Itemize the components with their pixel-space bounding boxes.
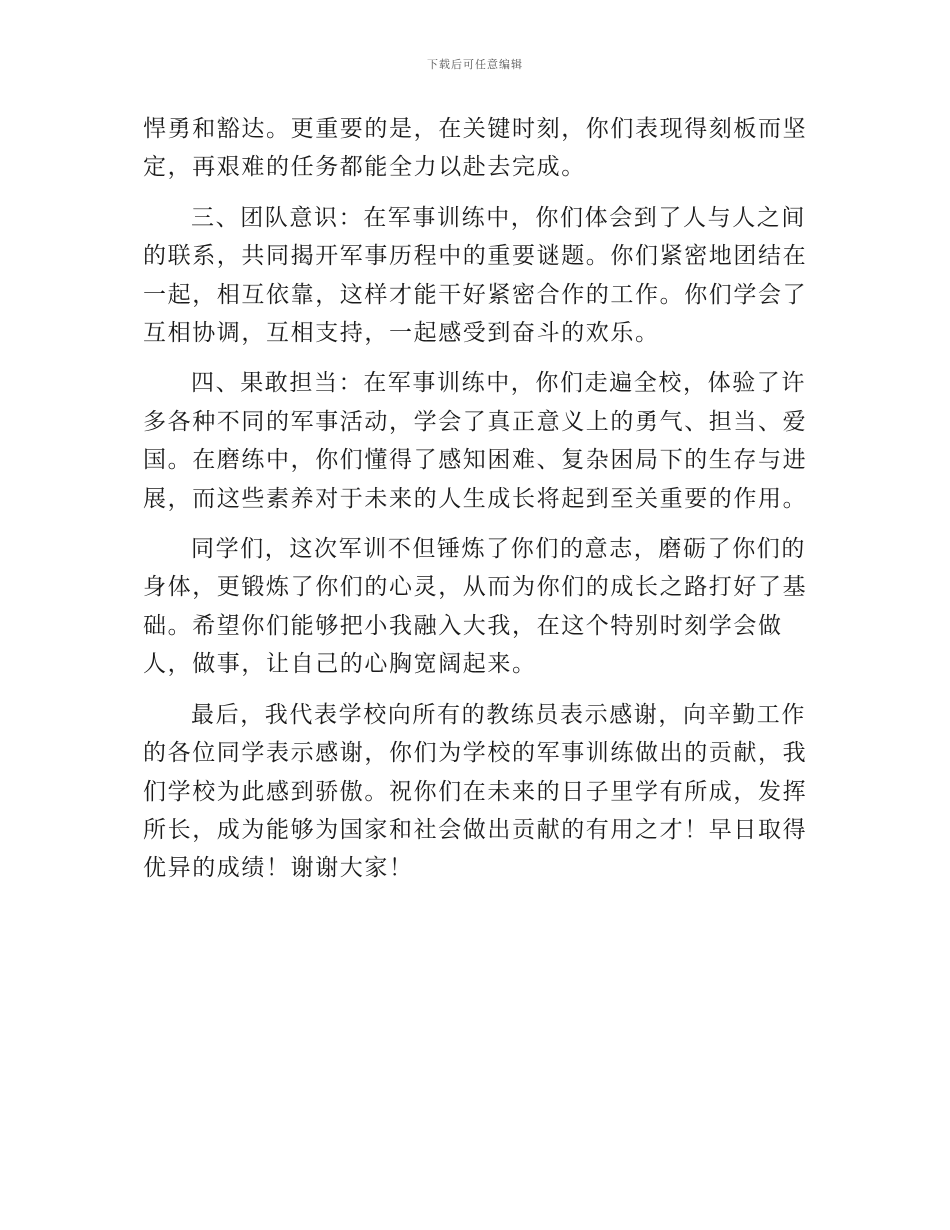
document-body	[143, 110, 813, 900]
paragraph-1: 悍勇和豁达。更重要的是，在关键时刻，你们表现得刻板而坚定，再艰难的任务都能全力以赴去完成。	[143, 116, 808, 181]
paragraph-5: 最后，我代表学校向所有的教练员表示感谢，向辛勤工作的各位同学表示感谢，你们为学校的军事训练做出的贡献，我们学校为此感到骄傲。祝你们在未来的日子里学有所成，发挥所长，成为能够为国家和社会做出贡献的有用之才！早日取得优异的成绩！谢谢大家！	[143, 701, 808, 882]
paragraph-2: 三、团队意识：在军事训练中，你们体会到了人与人之间的联系，共同揭开军事历程中的重要谜题。你们紧密地团结在一起，相互依靠，这样才能干好紧密合作的工作。你们学会了互相协调，互相支持，一起感受到奋斗的欢乐。	[143, 204, 808, 347]
paragraph-4: 同学们，这次军训不但锤炼了你们的意志，磨砺了你们的身体，更锻炼了你们的心灵，从而为你们的成长之路打好了基础。希望你们能够把小我融入大我，在这个特别时刻学会做人，做事，让自己的心胸宽阔起来。	[143, 536, 808, 678]
page-header-note: 下载后可任意编辑	[427, 58, 523, 71]
paragraph-3: 四、果敢担当：在军事训练中，你们走遍全校，体验了许多各种不同的军事活动，学会了真正意义上的勇气、担当、爱国。在磨练中，你们懂得了感知困难、复杂困局下的生存与进展，而这些素养对于未来的人生成长将起到至关重要的作用。	[143, 370, 808, 512]
